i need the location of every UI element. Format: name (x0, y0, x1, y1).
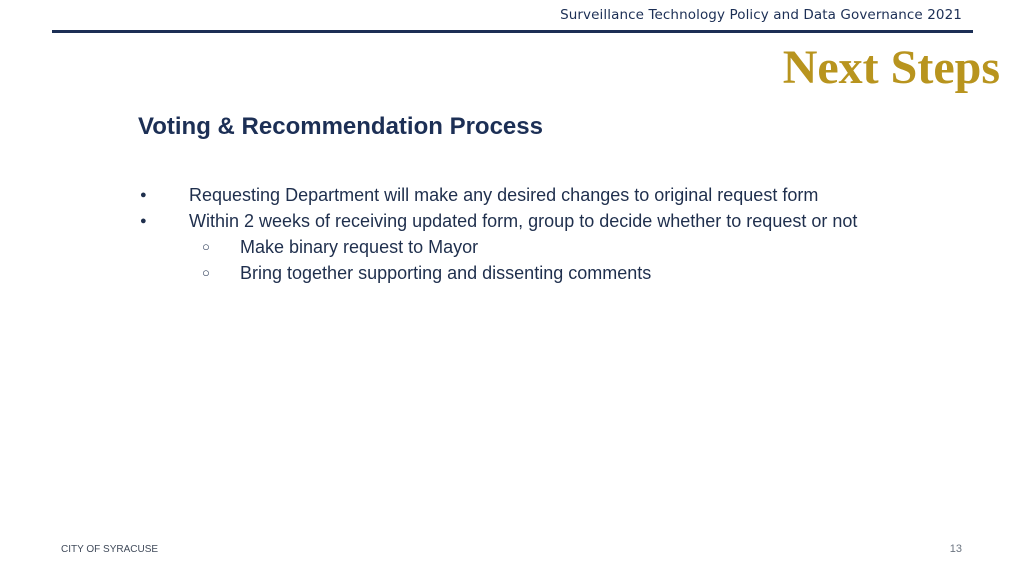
header-divider (52, 30, 973, 33)
bullet-item: ● Within 2 weeks of receiving updated form, group to decide whether to request or not (140, 208, 910, 234)
bullet-item: ● Requesting Department will make any desired changes to original request form (140, 182, 910, 208)
header-title: Surveillance Technology Policy and Data Governance 2021 (560, 7, 962, 23)
page-number: 13 (949, 543, 962, 555)
bullet-list (140, 182, 910, 286)
sub-bullet-item: ○ Bring together supporting and dissenting comments (140, 260, 910, 286)
section-heading: Voting & Recommendation Process (138, 113, 543, 140)
footer-organization: CITY OF SYRACUSE (61, 544, 159, 555)
slide-title: Next Steps (782, 41, 1000, 94)
sub-bullet-item: ○ Make binary request to Mayor (140, 234, 910, 260)
